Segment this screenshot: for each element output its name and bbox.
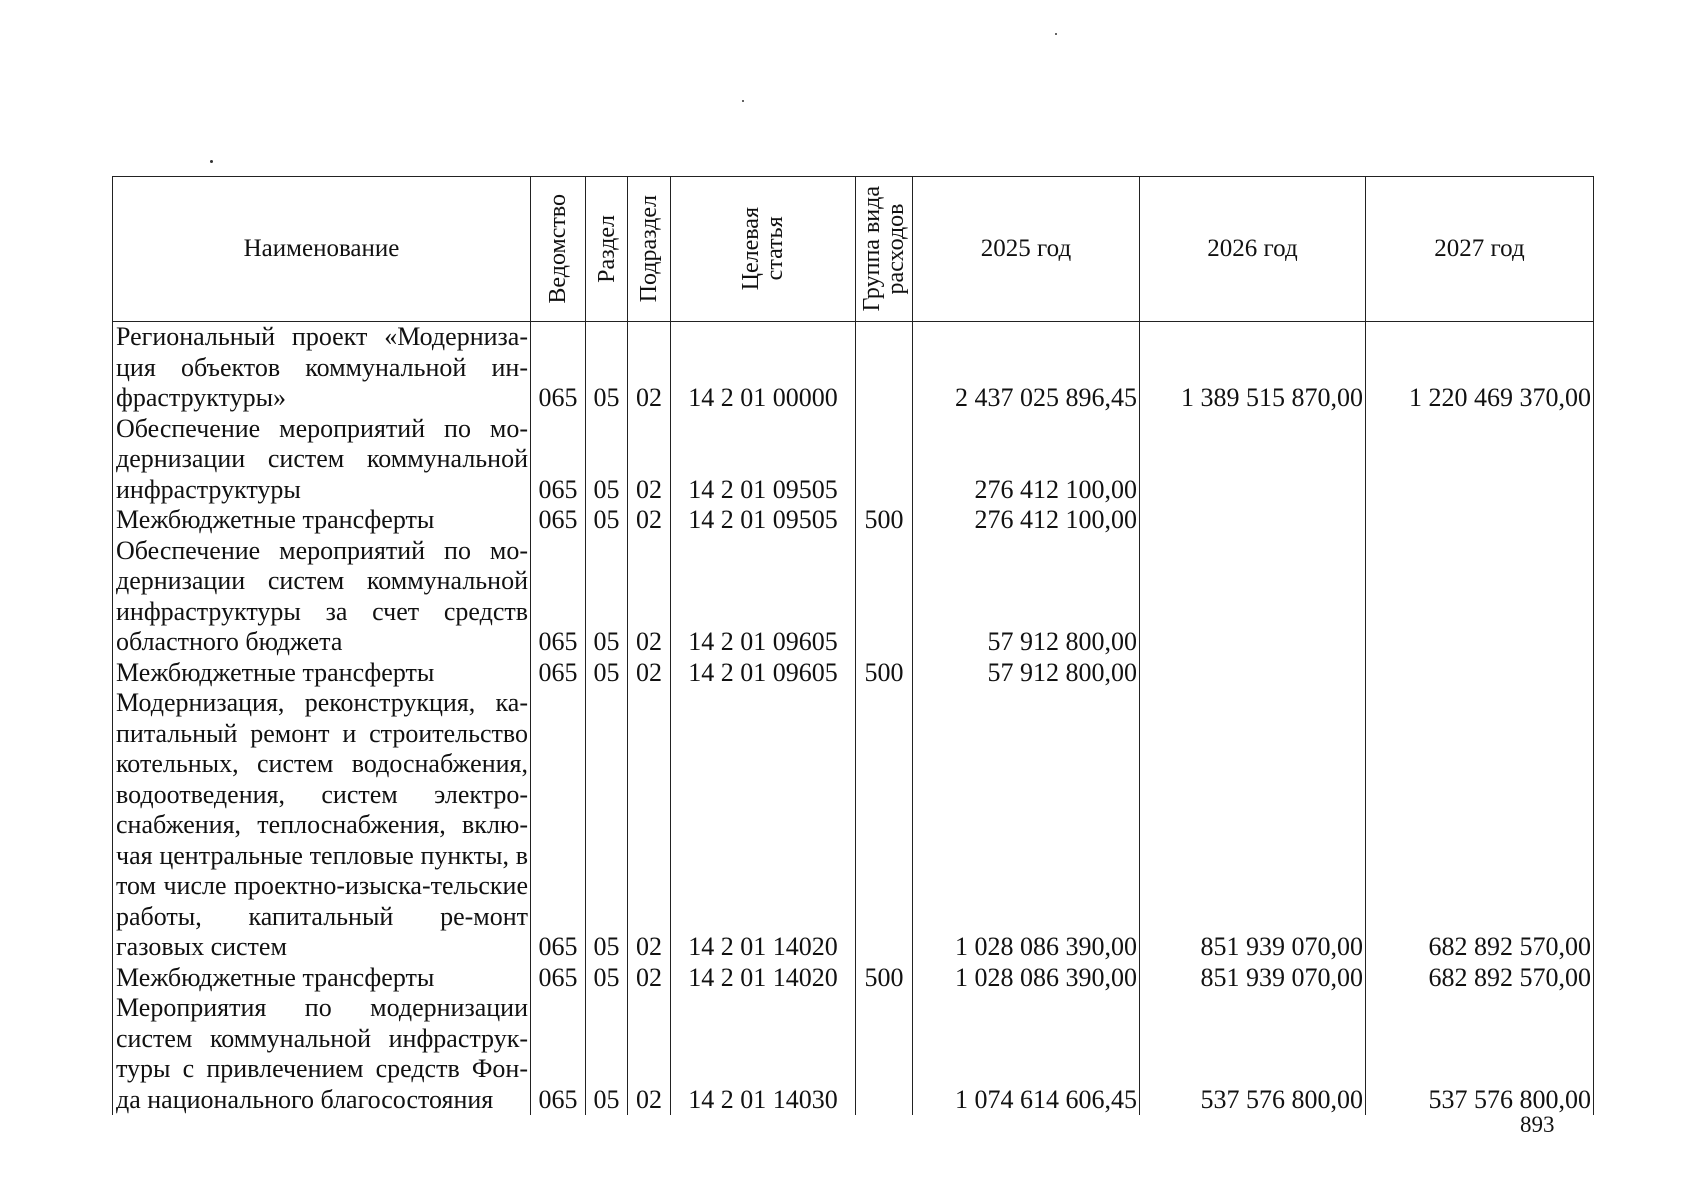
scan-speck: [1055, 33, 1057, 35]
cell-vedomstvo: 065: [531, 688, 586, 963]
cell-2025: 2 437 025 896,45: [913, 322, 1140, 414]
cell-2027: [1366, 658, 1594, 689]
cell-podrazdel: 02: [628, 414, 671, 506]
header-target-article: Целевая статья: [671, 177, 856, 322]
cell-2026: 1 389 515 870,00: [1140, 322, 1366, 414]
cell-razdel: 05: [586, 322, 628, 414]
cell-name: Обеспечение мероприятий по мо-​дернизации систем коммунальной инфраструктуры: [113, 414, 531, 506]
table-header-row: [113, 177, 1594, 322]
cell-2025: 57 912 800,00: [913, 536, 1140, 658]
cell-name: Обеспечение мероприятий по мо-​дернизации систем коммунальной инфраструктуры за счет средств областного бюджета: [113, 536, 531, 658]
table-row: [113, 322, 1594, 414]
cell-razdel: 05: [586, 505, 628, 536]
cell-podrazdel: 02: [628, 536, 671, 658]
cell-2026: 537 576 800,00: [1140, 993, 1366, 1115]
header-2027: 2027 год: [1366, 177, 1594, 322]
cell-2026: [1140, 658, 1366, 689]
cell-expense-group: 500: [856, 658, 913, 689]
cell-name: Межбюджетные трансферты: [113, 505, 531, 536]
cell-2027: [1366, 505, 1594, 536]
cell-2026: [1140, 505, 1366, 536]
table-row: [113, 963, 1594, 994]
cell-expense-group: 500: [856, 505, 913, 536]
cell-2025: 1 074 614 606,45: [913, 993, 1140, 1115]
cell-vedomstvo: 065: [531, 414, 586, 506]
cell-target-article: 14 2 01 09605: [671, 658, 856, 689]
cell-vedomstvo: 065: [531, 536, 586, 658]
cell-2026: 851 939 070,00: [1140, 963, 1366, 994]
page-number: 893: [1520, 1112, 1555, 1137]
cell-name: Мероприятия по модернизации систем коммунальной инфраструк-​туры с привлечением средств Фон-​да национального благосостояния: [113, 993, 531, 1115]
budget-table: [112, 176, 1594, 1115]
cell-vedomstvo: 065: [531, 963, 586, 994]
table-row: [113, 658, 1594, 689]
cell-expense-group: 500: [856, 963, 913, 994]
cell-podrazdel: 02: [628, 658, 671, 689]
table-row: [113, 993, 1594, 1115]
cell-target-article: 14 2 01 09505: [671, 505, 856, 536]
cell-name: Межбюджетные трансферты: [113, 658, 531, 689]
cell-2025: 1 028 086 390,00: [913, 688, 1140, 963]
cell-podrazdel: 02: [628, 322, 671, 414]
cell-podrazdel: 02: [628, 505, 671, 536]
cell-razdel: 05: [586, 658, 628, 689]
cell-target-article: 14 2 01 14020: [671, 963, 856, 994]
cell-2025: 1 028 086 390,00: [913, 963, 1140, 994]
cell-vedomstvo: 065: [531, 993, 586, 1115]
cell-expense-group: [856, 414, 913, 506]
cell-expense-group: [856, 536, 913, 658]
cell-2026: [1140, 536, 1366, 658]
cell-razdel: 05: [586, 414, 628, 506]
table-row: [113, 688, 1594, 963]
cell-2026: 851 939 070,00: [1140, 688, 1366, 963]
scan-speck: [742, 100, 744, 102]
cell-vedomstvo: 065: [531, 322, 586, 414]
cell-2025: 276 412 100,00: [913, 414, 1140, 506]
cell-target-article: 14 2 01 14030: [671, 993, 856, 1115]
cell-razdel: 05: [586, 536, 628, 658]
header-2025: 2025 год: [913, 177, 1140, 322]
cell-target-article: 14 2 01 09605: [671, 536, 856, 658]
cell-name: Региональный проект «Модерниза-​ция объектов коммунальной ин-​фраструктуры»: [113, 322, 531, 414]
header-name: Наименование: [113, 177, 531, 322]
cell-2027: 682 892 570,00: [1366, 688, 1594, 963]
cell-vedomstvo: 065: [531, 658, 586, 689]
table-row: [113, 414, 1594, 506]
table-row: [113, 505, 1594, 536]
cell-target-article: 14 2 01 09505: [671, 414, 856, 506]
cell-2027: 1 220 469 370,00: [1366, 322, 1594, 414]
cell-2025: 57 912 800,00: [913, 658, 1140, 689]
cell-razdel: 05: [586, 963, 628, 994]
cell-expense-group: [856, 993, 913, 1115]
scan-speck: [210, 160, 213, 163]
cell-2026: [1140, 414, 1366, 506]
cell-razdel: 05: [586, 688, 628, 963]
cell-expense-group: [856, 322, 913, 414]
header-vedomstvo: Ведомство: [531, 177, 586, 322]
cell-2025: 276 412 100,00: [913, 505, 1140, 536]
table-row: [113, 536, 1594, 658]
cell-razdel: 05: [586, 993, 628, 1115]
cell-name: Межбюджетные трансферты: [113, 963, 531, 994]
cell-podrazdel: 02: [628, 688, 671, 963]
cell-expense-group: [856, 688, 913, 963]
cell-2027: [1366, 414, 1594, 506]
cell-2027: 537 576 800,00: [1366, 993, 1594, 1115]
cell-2027: 682 892 570,00: [1366, 963, 1594, 994]
cell-target-article: 14 2 01 14020: [671, 688, 856, 963]
header-2026: 2026 год: [1140, 177, 1366, 322]
cell-vedomstvo: 065: [531, 505, 586, 536]
header-razdel: Раздел: [586, 177, 628, 322]
cell-name: Модернизация, реконструкция, ка-​питальный ремонт и строительство котельных, систем водоснабжения, водоотведения, систем электро-​снабжения, теплоснабжения, вклю-​чая центральные тепловые пункты, в том числе проектно-​изыска-​тельские работы, капитальный ре-​монт газовых систем: [113, 688, 531, 963]
header-expense-group: Группа вида расходов: [856, 177, 913, 322]
cell-podrazdel: 02: [628, 963, 671, 994]
cell-2027: [1366, 536, 1594, 658]
header-podrazdel: Подраздел: [628, 177, 671, 322]
cell-podrazdel: 02: [628, 993, 671, 1115]
cell-target-article: 14 2 01 00000: [671, 322, 856, 414]
